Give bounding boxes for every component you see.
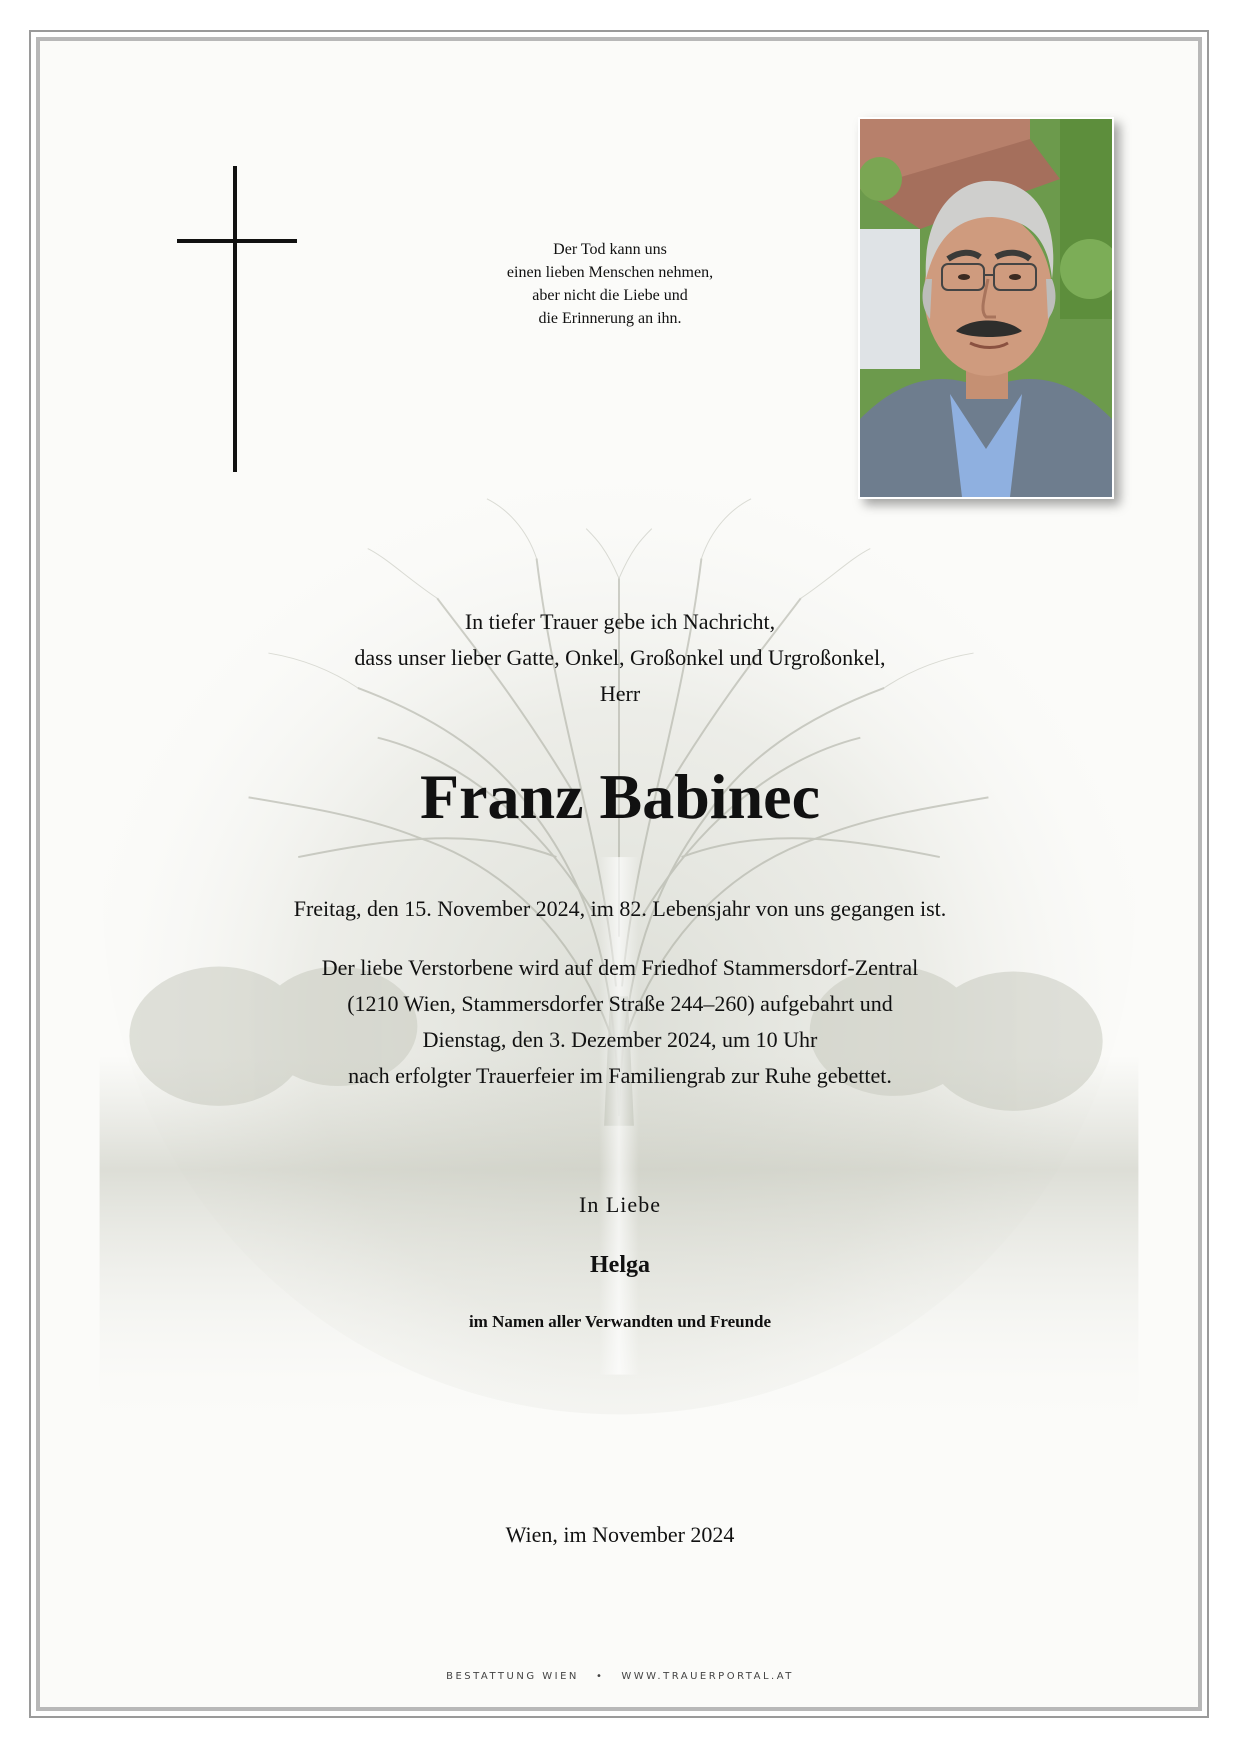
relatives-line: im Namen aller Verwandten und Freunde	[468, 1312, 772, 1331]
footer-separator: •	[595, 1671, 605, 1682]
cross-icon	[177, 166, 297, 472]
in-love-label: In Liebe	[579, 1192, 661, 1217]
funeral-line: (1210 Wien, Stammersdorfer Straße 244–260) aufgebahrt und	[347, 991, 893, 1016]
funeral-line: Der liebe Verstorbene wird auf dem Friedhof Stammersdorf-Zentral	[321, 955, 919, 980]
death-date-line: Freitag, den 15. November 2024, im 82. Lebensjahr von uns gegangen ist.	[293, 896, 947, 921]
footer-company: BESTATTUNG WIEN	[446, 1671, 579, 1682]
deceased-name: Franz Babinec	[420, 761, 820, 832]
place-date: Wien, im November 2024	[505, 1522, 735, 1547]
funeral-line: nach erfolgter Trauerfeier im Familiengrab zur Ruhe gebettet.	[348, 1063, 892, 1088]
memorial-quote	[400, 238, 820, 330]
intro-line: Herr	[599, 681, 641, 706]
quote-line: einen lieben Menschen nehmen,	[506, 264, 714, 281]
funeral-line: Dienstag, den 3. Dezember 2024, um 10 Uhr	[422, 1027, 818, 1052]
quote-line: Der Tod kann uns	[553, 241, 667, 258]
mourner-name: Helga	[590, 1252, 650, 1278]
announcement-intro	[220, 604, 1020, 712]
quote-line: die Erinnerung an ihn.	[538, 310, 682, 327]
funeral-details	[170, 950, 1070, 1094]
quote-line: aber nicht die Liebe und	[532, 287, 688, 304]
intro-line: dass unser lieber Gatte, Onkel, Großonkel und Urgroßonkel,	[354, 645, 886, 670]
footer-credit	[320, 1670, 920, 1684]
intro-line: In tiefer Trauer gebe ich Nachricht,	[464, 609, 776, 634]
footer-website-link[interactable]: WWW.TRAUERPORTAL.AT	[621, 1671, 794, 1682]
portrait-photo	[858, 117, 1114, 499]
